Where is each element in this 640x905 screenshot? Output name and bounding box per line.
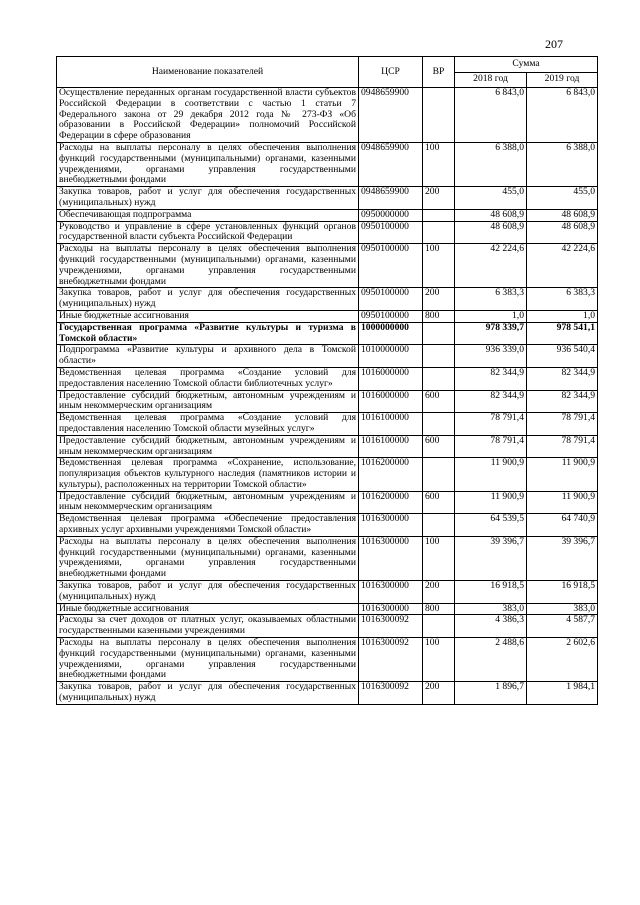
row-value-2019: 6 843,0	[527, 88, 598, 143]
table-row	[57, 638, 598, 682]
row-csr: 1016300000	[359, 514, 423, 537]
row-name: Расходы на выплаты персоналу в целях обеспечения выполнения функций государственными (муниципальными) органами, казенными учреждениями, органами управления государственными внебюджетными фондами	[57, 244, 359, 288]
row-csr: 0948659900	[359, 88, 423, 143]
row-name: Предоставление субсидий бюджетным, автономным учреждениям и иным некоммерческим организациям	[57, 435, 359, 458]
row-value-2018: 2 488,6	[455, 638, 527, 682]
row-vr	[423, 615, 455, 638]
row-vr: 200	[423, 682, 455, 705]
row-csr: 0948659900	[359, 142, 423, 186]
row-name: Иные бюджетные ассигнования	[57, 310, 359, 322]
table-row	[57, 142, 598, 186]
row-value-2018: 78 791,4	[455, 435, 527, 458]
table-row	[57, 413, 598, 436]
row-csr: 1016000000	[359, 390, 423, 413]
row-value-2018: 16 918,5	[455, 581, 527, 604]
table-row	[57, 536, 598, 580]
row-value-2018: 39 396,7	[455, 536, 527, 580]
table-row	[57, 682, 598, 705]
row-name: Закупка товаров, работ и услуг для обеспечения государственных (муниципальных) нужд	[57, 187, 359, 210]
row-value-2019: 1,0	[527, 310, 598, 322]
row-vr: 800	[423, 310, 455, 322]
row-name: Ведомственная целевая программа «Обеспечение предоставления архивных услуг архивными учреждениями Томской области»	[57, 514, 359, 537]
row-value-2019: 39 396,7	[527, 536, 598, 580]
header-2019: 2019 год	[527, 72, 598, 88]
table-row	[57, 345, 598, 368]
row-value-2018: 82 344,9	[455, 367, 527, 390]
header-csr: ЦСР	[359, 57, 423, 88]
row-name: Ведомственная целевая программа «Сохранение, использование, популяризация объектов культурного наследия (памятников истории и культуры), расположенных на территории Томской области»	[57, 458, 359, 491]
row-csr: 1000000000	[359, 322, 423, 345]
row-vr	[423, 88, 455, 143]
row-value-2019: 78 791,4	[527, 435, 598, 458]
header-sum: Сумма	[455, 57, 598, 73]
row-csr: 1010000000	[359, 345, 423, 368]
row-value-2019: 78 791,4	[527, 413, 598, 436]
row-name: Предоставление субсидий бюджетным, автономным учреждениям и иным некоммерческим организациям	[57, 491, 359, 514]
row-value-2018: 6 388,0	[455, 142, 527, 186]
table-row	[57, 187, 598, 210]
row-csr: 1016300000	[359, 603, 423, 615]
row-csr: 1016300092	[359, 638, 423, 682]
header-2018: 2018 год	[455, 72, 527, 88]
row-value-2018: 6 383,3	[455, 288, 527, 311]
row-vr: 800	[423, 603, 455, 615]
row-value-2018: 78 791,4	[455, 413, 527, 436]
row-value-2019: 4 587,7	[527, 615, 598, 638]
row-csr: 1016300092	[359, 615, 423, 638]
row-csr: 1016200000	[359, 491, 423, 514]
row-value-2019: 82 344,9	[527, 367, 598, 390]
row-vr: 200	[423, 187, 455, 210]
row-vr	[423, 514, 455, 537]
row-value-2019: 11 900,9	[527, 491, 598, 514]
row-value-2019: 383,0	[527, 603, 598, 615]
row-name: Закупка товаров, работ и услуг для обеспечения государственных (муниципальных) нужд	[57, 581, 359, 604]
row-vr: 100	[423, 536, 455, 580]
row-vr: 600	[423, 390, 455, 413]
row-name: Закупка товаров, работ и услуг для обеспечения государственных (муниципальных) нужд	[57, 682, 359, 705]
row-csr: 0950000000	[359, 209, 423, 221]
row-name: Государственная программа «Развитие культуры и туризма в Томской области»	[57, 322, 359, 345]
row-name: Расходы на выплаты персоналу в целях обеспечения выполнения функций государственными (муниципальными) органами, казенными учреждениями, органами управления государственными внебюджетными фондами	[57, 638, 359, 682]
row-value-2018: 1,0	[455, 310, 527, 322]
row-name: Расходы на выплаты персоналу в целях обеспечения выполнения функций государственными (муниципальными) органами, казенными учреждениями, органами управления государственными внебюджетными фондами	[57, 142, 359, 186]
table-row	[57, 244, 598, 288]
row-name: Подпрограмма «Развитие культуры и архивного дела в Томской области»	[57, 345, 359, 368]
header-vr: ВР	[423, 57, 455, 88]
row-value-2019: 11 900,9	[527, 458, 598, 491]
row-vr	[423, 209, 455, 221]
row-value-2019: 64 740,9	[527, 514, 598, 537]
row-name: Руководство и управление в сфере установленных функций органов государственной власти субъекта Российской Федерации	[57, 221, 359, 244]
row-value-2019: 6 383,3	[527, 288, 598, 311]
row-vr: 200	[423, 581, 455, 604]
row-value-2019: 1 984,1	[527, 682, 598, 705]
row-value-2018: 936 339,0	[455, 345, 527, 368]
row-vr	[423, 322, 455, 345]
row-name: Расходы за счет доходов от платных услуг, оказываемых областными государственными казенными учреждениями	[57, 615, 359, 638]
row-csr: 1016300000	[359, 536, 423, 580]
row-value-2019: 978 541,1	[527, 322, 598, 345]
row-value-2018: 64 539,5	[455, 514, 527, 537]
row-value-2018: 82 344,9	[455, 390, 527, 413]
row-value-2018: 4 386,3	[455, 615, 527, 638]
row-name: Ведомственная целевая программа «Создание условий для предоставления населению Томской области библиотечных услуг»	[57, 367, 359, 390]
page-number: 207	[545, 37, 563, 51]
row-value-2019: 6 388,0	[527, 142, 598, 186]
row-value-2018: 978 339,7	[455, 322, 527, 345]
row-value-2018: 1 896,7	[455, 682, 527, 705]
row-vr: 100	[423, 142, 455, 186]
row-value-2018: 42 224,6	[455, 244, 527, 288]
row-csr: 1016300000	[359, 581, 423, 604]
row-value-2018: 11 900,9	[455, 458, 527, 491]
table-row	[57, 491, 598, 514]
table-row	[57, 514, 598, 537]
table-row	[57, 615, 598, 638]
table-row	[57, 209, 598, 221]
row-value-2018: 383,0	[455, 603, 527, 615]
table-row	[57, 367, 598, 390]
row-csr: 0950100000	[359, 310, 423, 322]
row-vr: 200	[423, 288, 455, 311]
row-vr	[423, 345, 455, 368]
row-vr	[423, 458, 455, 491]
row-value-2018: 455,0	[455, 187, 527, 210]
table-row	[57, 581, 598, 604]
row-name: Ведомственная целевая программа «Создание условий для предоставления населению Томской области музейных услуг»	[57, 413, 359, 436]
row-value-2019: 82 344,9	[527, 390, 598, 413]
row-value-2019: 936 540,4	[527, 345, 598, 368]
row-name: Расходы на выплаты персоналу в целях обеспечения выполнения функций государственными (муниципальными) органами, казенными учреждениями, органами управления государственными внебюджетными фондами	[57, 536, 359, 580]
table-row	[57, 322, 598, 345]
row-vr: 100	[423, 638, 455, 682]
row-value-2019: 48 608,9	[527, 221, 598, 244]
row-name: Закупка товаров, работ и услуг для обеспечения государственных (муниципальных) нужд	[57, 288, 359, 311]
row-csr: 1016100000	[359, 435, 423, 458]
row-csr: 0950100000	[359, 244, 423, 288]
row-vr	[423, 367, 455, 390]
table-row	[57, 221, 598, 244]
row-vr	[423, 413, 455, 436]
row-name: Иные бюджетные ассигнования	[57, 603, 359, 615]
row-csr: 0950100000	[359, 288, 423, 311]
row-csr: 1016200000	[359, 458, 423, 491]
row-csr: 1016000000	[359, 367, 423, 390]
table-row	[57, 390, 598, 413]
row-csr: 0950100000	[359, 221, 423, 244]
table-row	[57, 310, 598, 322]
table-row	[57, 458, 598, 491]
header-name: Наименование показателей	[57, 57, 359, 88]
table-row	[57, 288, 598, 311]
row-value-2019: 455,0	[527, 187, 598, 210]
row-vr: 600	[423, 435, 455, 458]
row-csr: 1016100000	[359, 413, 423, 436]
row-value-2019: 48 608,9	[527, 209, 598, 221]
table-row	[57, 88, 598, 143]
row-name: Предоставление субсидий бюджетным, автономным учреждениям и иным некоммерческим организациям	[57, 390, 359, 413]
row-value-2018: 11 900,9	[455, 491, 527, 514]
table-row	[57, 435, 598, 458]
row-value-2018: 6 843,0	[455, 88, 527, 143]
row-value-2019: 42 224,6	[527, 244, 598, 288]
row-vr	[423, 221, 455, 244]
row-name: Обеспечивающая подпрограмма	[57, 209, 359, 221]
row-value-2019: 16 918,5	[527, 581, 598, 604]
row-value-2018: 48 608,9	[455, 221, 527, 244]
row-name: Осуществление переданных органам государственной власти субъектов Российской Федерации в соответствии с частью 1 статьи 7 Федерального закона от 29 декабря 2012 года № 273-ФЗ «Об образовании в Российской Федерации» полномочий Российской Федерации в сфере образования	[57, 88, 359, 143]
row-csr: 1016300092	[359, 682, 423, 705]
row-value-2019: 2 602,6	[527, 638, 598, 682]
row-csr: 0948659900	[359, 187, 423, 210]
row-value-2018: 48 608,9	[455, 209, 527, 221]
budget-table	[56, 56, 598, 705]
row-vr: 600	[423, 491, 455, 514]
row-vr: 100	[423, 244, 455, 288]
table-row	[57, 603, 598, 615]
table-body	[57, 88, 598, 705]
